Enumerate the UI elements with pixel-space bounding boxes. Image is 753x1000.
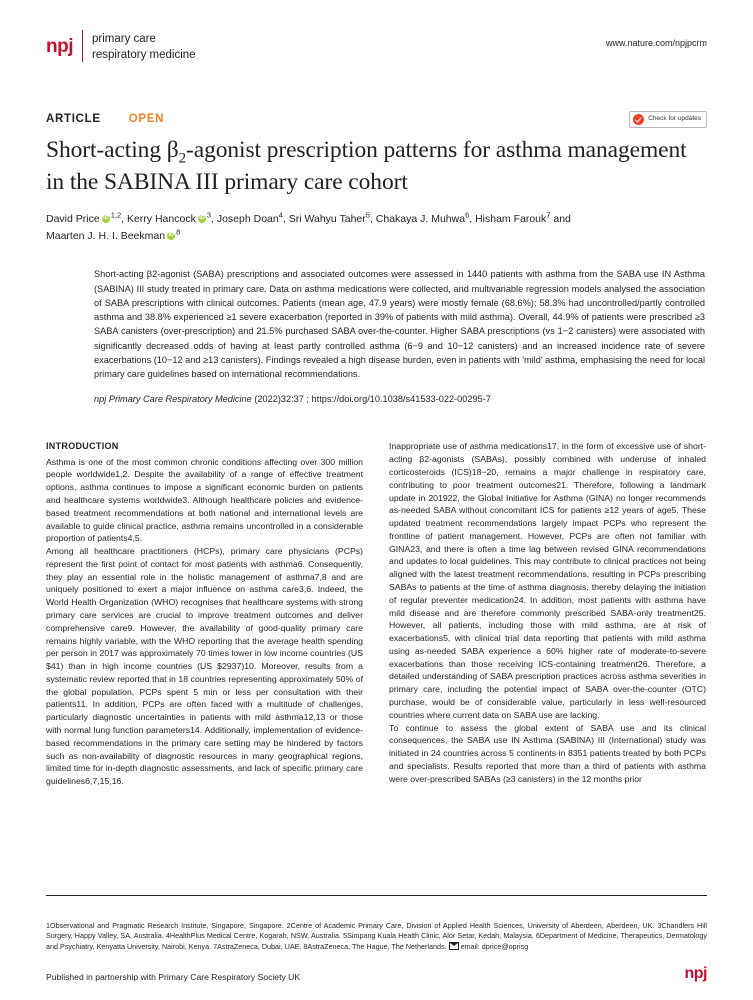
footer-divider	[46, 895, 707, 896]
author-name[interactable]: , Sri Wahyu Taher	[282, 213, 366, 226]
email-icon	[449, 942, 459, 950]
author-name[interactable]: Maarten J. H. I. Beekman	[46, 230, 166, 243]
masthead-divider	[82, 30, 83, 62]
author-name[interactable]: , Kerry Hancock	[121, 213, 196, 226]
author-affil-marker: 4	[278, 210, 283, 220]
npj-footer-logo: npj	[684, 965, 707, 982]
open-access-label: OPEN	[128, 113, 165, 125]
paragraph: Asthma is one of the most common chronic conditions affecting over 300 million people worldwide1,2. Despite the availability of a range of effective treatment options, asthma continues to impose a significant economic burden on patients and healthcare systems worldwide3. Although healthcare policies and evidence-based treatment recommendations at both national and international levels are available to guide clinical practice, asthma remains uncontrolled in a considerable proportion of patients4,5.	[46, 456, 363, 544]
orcid-icon[interactable]	[167, 232, 175, 240]
crossmark-icon	[633, 114, 644, 125]
author-name[interactable]: David Price	[46, 213, 100, 226]
masthead	[46, 0, 707, 74]
published-by-text: Published in partnership with Primary Care Respiratory Society UK	[46, 972, 301, 982]
article-label-row	[46, 108, 707, 130]
journal-name-line2: respiratory medicine	[92, 48, 196, 61]
corresponding-email[interactable]: email: dprice@oprisg	[460, 941, 529, 951]
author-affil-marker: 8	[176, 227, 181, 237]
author-affil-marker: 3	[206, 210, 211, 220]
paragraph: To continue to assess the global extent of SABA use and its clinical consequences, the SABA use IN Asthma (SABINA) III (International) study was initiated in 24 countries across 5 continents in 8351 patients treated by both PCPs and specialists. Results reported that more than a third of patients with asthma were over-prescribed SABAs (≥3 canisters) in the 12 months prior	[389, 722, 706, 784]
orcid-icon[interactable]	[198, 215, 206, 223]
article-body	[46, 440, 707, 788]
abstract-text: Short-acting β2-agonist (SABA) prescriptions and associated outcomes were assessed in 1440 patients with asthma from the SABA use IN Asthma (SABINA) III study treated in primary care. Data on asthma medications were collected, and multivariable regression models analysed the association of SABA prescriptions with clinical outcomes. Patients (mean age, 47.9 years) were mostly female (68.6%); 58.3% had uncontrolled/partly controlled asthma and 38.8% experienced ≥1 severe exacerbation (reported in 39% of patients with mild asthma). Overall, 44.9% of patients were prescribed ≥3 SABA canisters (over-prescription) and 21.5% purchased SABA over-the-counter. Higher SABA prescriptions (vs 1−2 canisters) were associated with significantly decreased odds of having at least partly controlled asthma (6−9 and 10−12 canisters) and an increased incidence rate of severe exacerbations (10−12 and ≥13 canisters). Findings revealed a high disease burden, even in patients with 'mild' asthma, emphasising the need for local primary care guidelines based on international recommendations.	[94, 269, 705, 380]
author-list	[46, 211, 707, 245]
citation-details[interactable]: (2022)32:37 ; https://doi.org/10.1038/s41533-022-00295-7	[251, 394, 491, 405]
author-affil-marker: 1,2	[110, 210, 122, 220]
npj-logo: npj	[46, 36, 73, 57]
affiliations-text: 1Observational and Pragmatic Research Institute, Singapore, Singapore. 2Centre of Academic Primary Care, Division of Applied Health Sciences, University of Aberdeen, Aberdeen, UK. 3Chandlers Hill Surgery, Happy Valley, SA, Australia. 4HealthPlus Medical Centre, Kogarah, NSW, Australia. 5Simpang Kuala Health Clinic, Alor Setar, Kedah, Malaysia. 6Department of Medicine, Therapeutics, Dermatology and Psychiatry, Kenyatta University, Nairobi, Kenya. 7AstraZeneca, Dubai, UAE. 8AstraZeneca, The Hague, The Netherlands.	[46, 920, 707, 951]
page-title: Short-acting $\beta_2$-agonist prescription patterns for asthma management in the SABINA III primary care cohort	[46, 137, 687, 196]
abstract-section	[46, 267, 707, 404]
check-for-updates-label: Check for updates	[648, 115, 701, 123]
journal-name-line1: primary care	[92, 33, 156, 45]
citation-line	[94, 394, 705, 404]
check-for-updates-button[interactable]	[629, 111, 707, 128]
citation-journal: npj Primary Care Respiratory Medicine	[94, 394, 252, 405]
author-conjunction: and	[550, 213, 571, 226]
affiliations-block	[46, 921, 707, 952]
paragraph: Inappropriate use of asthma medications17, in the form of excessive use of short-acting β2-agonists (SABAs), possibly combined with underuse of inhaled corticosteroids (ICS)18−20, remains a major challenge in respiratory care, contributing to poor treatment outcomes21. Therefore, following a landmark update in 201922, the Global Initiative for Asthma (GINA) no longer recommends as-needed SABA without concomitant ICS for patients ≥12 years of age5. These updated treatment recommendations largely impact PCPs who represent the frontline of patient management. However, PCPs are often not familiar with GINA23, and there is often a time lag between revised GINA recommendations and updates to local guidelines. This may contribute to clinical practices not being aligned with the latest treatment recommendations, resulting in PCPs prescribing SABAs to patients at the time of asthma diagnosis, thereby delaying the initiation of regular preventer medication24. In addition, most patients with asthma have mild disease and are therefore commonly prescribed SABA-only treatment25. However, all patients, including those with mild asthma, are at risk of exacerbations5, with clinical trial data reporting that patients with mild asthma using as-needed SABA experience a 60% higher rate of moderate-to-severe exacerbations than those receiving ICS-containing treatment26. Therefore, a detailed understanding of SABA prescription practices across asthma severities in primary care, including the potential impact of SABA over-the-counter (OTC) purchase, would be of considerable value, particularly in less well-resourced countries where current data on SABA use are lacking.	[389, 441, 706, 720]
paragraph: Among all healthcare practitioners (HCPs), primary care physicians (PCPs) represent the first point of contact for most patients with asthma6. Consequently, they play an essential role in the holistic management of asthma7,8 and are uniquely positioned to exert a major influence on asthma care3,6. Indeed, the World Health Organization (WHO) recognises that healthcare systems with strong primary care services are crucial to improve treatment outcomes and deliver comprehensive care9. However, the availability of good-quality primary care remains highly variable, with the WHO reporting that the average health spending per person in 2017 was approximately 70 times lower in low income countries (US $41) than in high income countries (US $2937)10. Moreover, results from a systematic review reported that in 18 countries representing approximately 50% of the global population, PCPs spent 5 min or less per consultation with their patients11. In addition, PCPs are often faced with a multitude of challenges, particularly diagnostic uncertainties in patients with mild asthma12,13 or those with normal lung function parameters14. Additionally, implementation of evidence-based recommendations in the primary care setting may be hindered by factors such as non-availability of diagnostic resources in many geographical regions, limited time for in-depth diagnostic assessments, and lack of specific primary care guidelines6,7,15,16.	[46, 546, 363, 787]
orcid-icon[interactable]	[102, 215, 110, 223]
author-name[interactable]: , Joseph Doan	[211, 213, 279, 226]
author-affil-marker: 7	[546, 210, 551, 220]
journal-website[interactable]: www.nature.com/npjpcrm	[605, 38, 707, 48]
body-column-left	[46, 440, 363, 788]
author-name[interactable]: , Hisham Farouk	[469, 213, 547, 226]
author-affil-marker: 6	[465, 210, 470, 220]
page-footer	[46, 966, 707, 982]
journal-name	[92, 30, 196, 63]
author-name[interactable]: , Chakaya J. Muhwa	[369, 213, 466, 226]
body-column-right	[389, 440, 706, 788]
article-type-label: ARTICLE	[46, 113, 101, 125]
author-affil-marker: 5	[365, 210, 370, 220]
section-heading-introduction: INTRODUCTION	[46, 441, 119, 452]
